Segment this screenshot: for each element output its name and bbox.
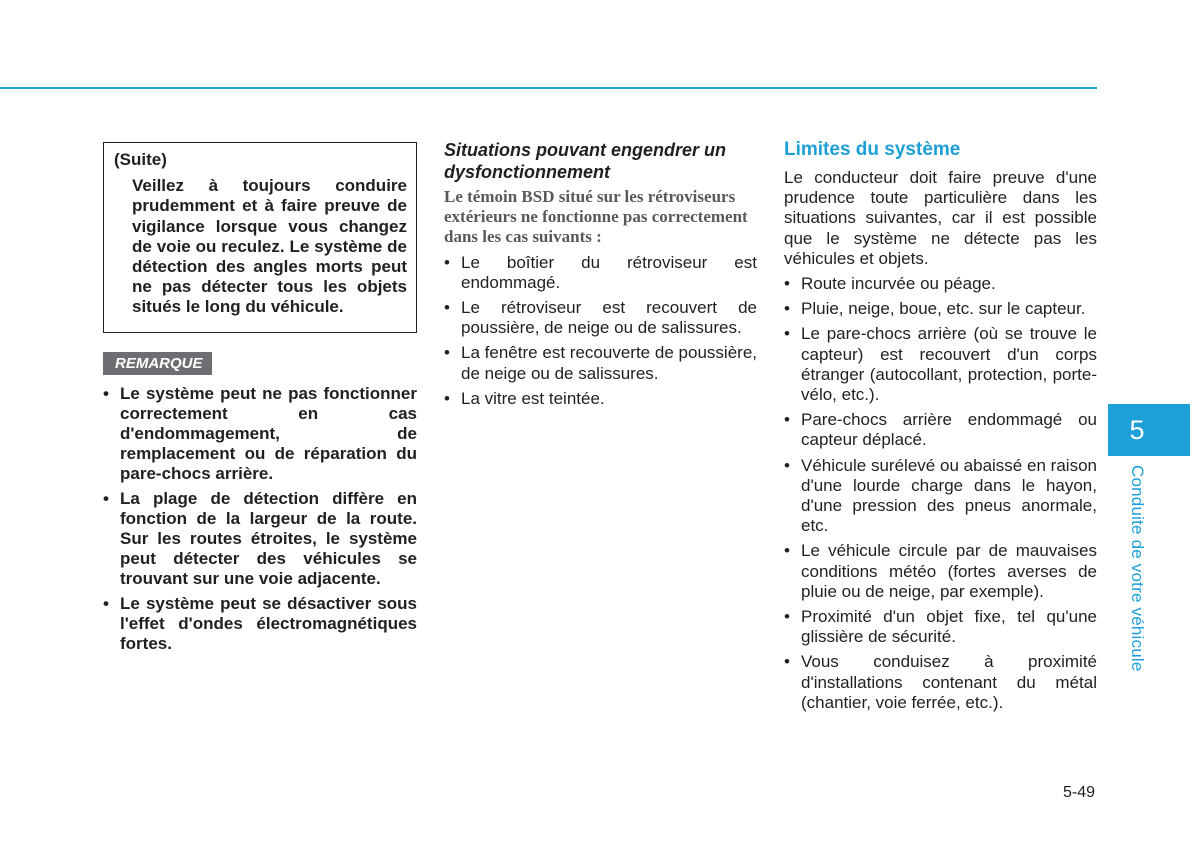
left-column [103, 142, 417, 658]
limits-title: Limites du système [784, 139, 961, 160]
list-item: • Vous conduisez à proximité d'installations contenant du métal (chantier, voie ferrée, etc.). [784, 652, 1097, 713]
note-list [103, 384, 417, 655]
section-subheading: Le témoin BSD situé sur les rétroviseurs extérieurs ne fonctionne pas correctement dans les cas suivants : [444, 187, 748, 247]
list-item: • Le système peut ne pas fonctionner correctement en cas d'endommagement, de remplacement ou de réparation du pare-chocs arrière. [103, 384, 417, 485]
list-item: • Le pare-chocs arrière (où se trouve le capteur) est recouvert d'un corps étranger (autocollant, protection, porte-vélo, etc.). [784, 324, 1097, 405]
list-item: • Pluie, neige, boue, etc. sur le capteur. [784, 299, 1097, 319]
limits-list [784, 274, 1097, 713]
note-badge: REMARQUE [103, 352, 212, 375]
caution-text: Veillez à toujours conduire prudemment et à faire preuve de vigilance lorsque vous changez de voie ou reculez. Le système de détection des angles morts peut ne pas détecter tous les objets situés le long du véhicule. [132, 176, 407, 317]
page-number: 5-49 [1062, 784, 1095, 801]
right-column [784, 139, 1097, 718]
list-item: • Route incurvée ou péage. [784, 274, 1097, 294]
list-item: • Le rétroviseur est recouvert de poussière, de neige ou de salissures. [444, 298, 757, 338]
section-title: Situations pouvant engendrer un dysfonctionnement [444, 140, 727, 182]
list-item: • La vitre est teintée. [444, 389, 757, 409]
list-item: • Véhicule surélevé ou abaissé en raison d'une lourde charge dans le hayon, d'une pression des pneus anormale, etc. [784, 456, 1097, 537]
list-item: • La plage de détection diffère en fonction de la largeur de la route. Sur les routes étroites, le système peut détecter des véhicules se trouvant sur une voie adjacente. [103, 489, 417, 590]
list-item: • La fenêtre est recouverte de poussière, de neige ou de salissures. [444, 343, 757, 383]
list-item: • Le boîtier du rétroviseur est endommagé. [444, 253, 757, 293]
middle-column [444, 139, 757, 414]
limits-intro: Le conducteur doit faire preuve d'une prudence toute particulière dans les situations suivantes, car il est possible que le système ne détecte pas les véhicules et objets. [784, 168, 1097, 268]
list-item: • Pare-chocs arrière endommagé ou capteur déplacé. [784, 410, 1097, 450]
list-item: • Le véhicule circule par de mauvaises conditions météo (fortes averses de pluie ou de neige, par exemple). [784, 541, 1097, 602]
header-rule [0, 87, 1097, 89]
chapter-title: Conduite de votre véhicule [1128, 465, 1147, 672]
list-item: • Proximité d'un objet fixe, tel qu'une glissière de sécurité. [784, 607, 1097, 647]
malfunction-list [444, 253, 757, 409]
caution-box [103, 142, 417, 333]
list-item: • Le système peut se désactiver sous l'effet d'ondes électromagnétiques fortes. [103, 594, 417, 655]
caution-heading: (Suite) [114, 150, 167, 169]
chapter-number: 5 [1129, 415, 1145, 445]
